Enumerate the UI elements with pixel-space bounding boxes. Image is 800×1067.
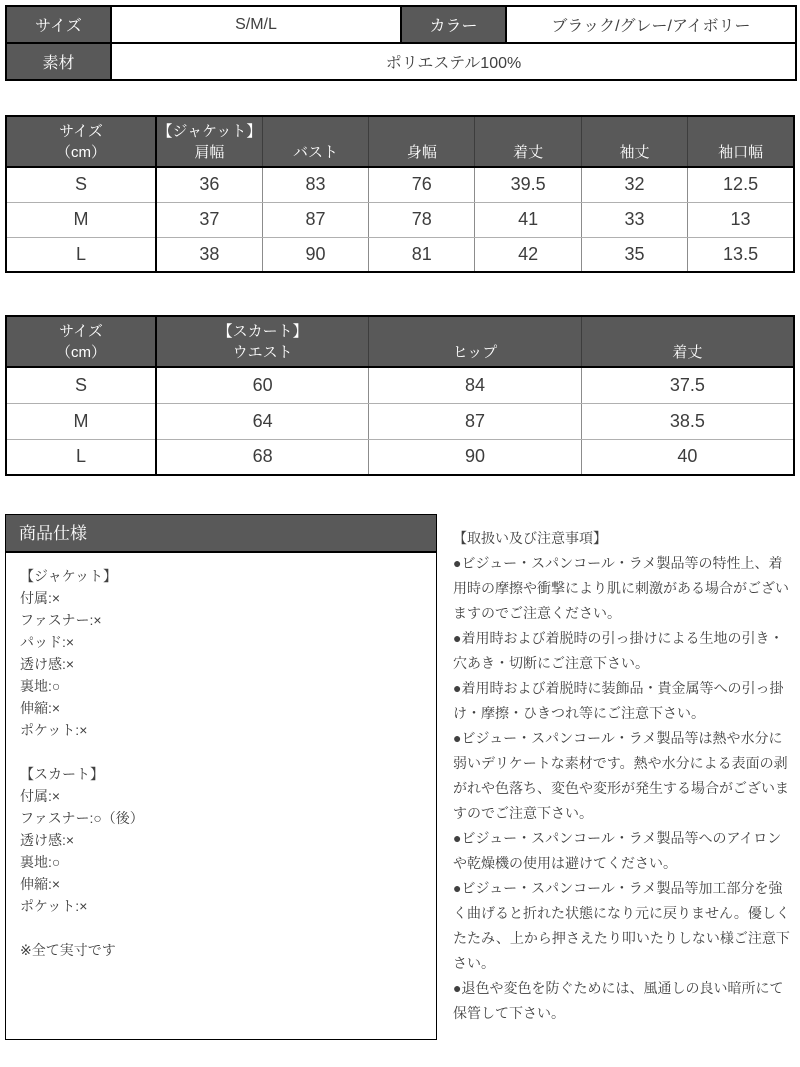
care-item: ●退色や変色を防ぐためには、風通しの良い暗所にて保管して下さい。	[453, 980, 784, 1021]
size-header-line2: （cm）	[56, 343, 106, 361]
value-cell: 42	[475, 237, 581, 272]
size-header-line1: サイズ	[59, 322, 103, 340]
value-cell: 35	[581, 237, 687, 272]
spec-item: ファスナー:○（後）	[20, 810, 144, 826]
value-cell: 41	[475, 202, 581, 237]
value-cell: 12.5	[688, 167, 794, 202]
skirt-col-waist	[156, 316, 369, 367]
skirt-size-header-cell	[6, 316, 156, 367]
value-cell: 32	[581, 167, 687, 202]
value-cell: 33	[581, 202, 687, 237]
care-item: ●ビジュー・スパンコール・ラメ製品等は熱や水分に弱いデリケートな素材です。熱や水分による表面の剥がれや色落ち、変色や変形が発生する場合がございますのでご注意下さい。	[453, 730, 789, 821]
skirt-row-l	[6, 439, 794, 475]
jacket-row-s	[6, 167, 794, 202]
value-cell: 76	[369, 167, 475, 202]
spec-item: 付属:×	[20, 590, 61, 606]
spec-item: ポケット:×	[20, 898, 88, 914]
skirt-header-row	[6, 316, 794, 367]
jacket-row-l	[6, 237, 794, 272]
jacket-measurements-table	[5, 115, 795, 273]
material-value-cell: ポリエステル100%	[111, 43, 796, 80]
care-item: ●ビジュー・スパンコール・ラメ製品等の特性上、着用時の摩擦や衝撃により肌に刺激がある場合がございますのでご注意ください。	[453, 555, 789, 621]
value-cell: 36	[156, 167, 262, 202]
size-value-cell: S/M/L	[111, 6, 401, 43]
spec-item: 透け感:×	[20, 656, 75, 672]
product-spec-box	[5, 514, 437, 1040]
size-cell: S	[6, 367, 156, 403]
size-label-cell: サイズ	[6, 6, 111, 43]
value-cell: 13	[688, 202, 794, 237]
column-header-line2: ウエスト	[232, 343, 293, 361]
spec-item: パッド:×	[20, 634, 75, 650]
jacket-col-kitake	[475, 116, 581, 167]
care-notes	[453, 514, 795, 1026]
spec-item: 裏地:○	[20, 678, 61, 694]
column-header-line2: ヒップ	[452, 343, 498, 361]
value-cell: 90	[262, 237, 368, 272]
column-header-line2: 肩幅	[194, 143, 225, 161]
spec-item: 裏地:○	[20, 854, 61, 870]
column-header-line2: バスト	[292, 143, 338, 161]
spec-item: 付属:×	[20, 788, 61, 804]
skirt-row-s	[6, 367, 794, 403]
column-header-line2: 袖口幅	[718, 143, 764, 161]
value-cell: 87	[369, 403, 582, 439]
spec-item: 伸縮:×	[20, 700, 61, 716]
size-cell: L	[6, 439, 156, 475]
size-cell: M	[6, 202, 156, 237]
product-spec-content	[6, 553, 436, 1039]
jacket-col-sodeguchi	[688, 116, 794, 167]
skirt-col-kitake	[581, 316, 794, 367]
material-label-cell: 素材	[6, 43, 111, 80]
jacket-row-m	[6, 202, 794, 237]
value-cell: 78	[369, 202, 475, 237]
jacket-col-katahaba	[156, 116, 262, 167]
care-item: ●ビジュー・スパンコール・ラメ製品等加工部分を強く曲げると折れた状態になり元に戻りません。優しくたたみ、上から押さえたり叩いたりしない様ご注意下さい。	[453, 880, 790, 971]
value-cell: 83	[262, 167, 368, 202]
spec-item: 伸縮:×	[20, 876, 61, 892]
spec-section	[5, 514, 795, 1040]
column-header-line2: 袖丈	[619, 143, 650, 161]
size-color-material-table	[5, 5, 797, 81]
spec-item: 透け感:×	[20, 832, 75, 848]
value-cell: 68	[156, 439, 369, 475]
value-cell: 39.5	[475, 167, 581, 202]
value-cell: 90	[369, 439, 582, 475]
column-header-line1: 【ジャケット】	[157, 122, 262, 140]
value-cell: 37.5	[581, 367, 794, 403]
column-header-line2: 着丈	[672, 343, 703, 361]
value-cell: 84	[369, 367, 582, 403]
care-item: ●ビジュー・スパンコール・ラメ製品等へのアイロンや乾燥機の使用は避けてください。	[453, 830, 782, 871]
care-item: ●着用時および着脱時に装飾品・貴金属等への引っ掛け・摩擦・ひきつれ等にご注意下さい。	[453, 680, 784, 721]
jacket-spec-heading: 【ジャケット】	[20, 568, 118, 584]
skirt-spec-list	[20, 763, 422, 917]
column-header-line1: 【スカート】	[217, 322, 308, 340]
care-item: ●着用時および着脱時の引っ掛けによる生地の引き・穴あき・切断にご注意下さい。	[453, 630, 784, 671]
jacket-col-sodetake	[581, 116, 687, 167]
spec-item: ポケット:×	[20, 722, 88, 738]
care-heading: 【取扱い及び注意事項】	[453, 530, 607, 546]
size-cell: L	[6, 237, 156, 272]
value-cell: 40	[581, 439, 794, 475]
jacket-size-header-cell	[6, 116, 156, 167]
jacket-header-row	[6, 116, 794, 167]
product-spec-title-bar: 商品仕様	[6, 515, 436, 553]
jacket-col-bust	[262, 116, 368, 167]
jacket-spec-list	[20, 565, 422, 741]
value-cell: 64	[156, 403, 369, 439]
color-value-cell: ブラック/グレー/アイボリー	[506, 6, 796, 43]
skirt-measurements-table	[5, 315, 795, 476]
column-header-line2: 着丈	[513, 143, 544, 161]
column-header-line2: 身幅	[406, 143, 437, 161]
value-cell: 81	[369, 237, 475, 272]
value-cell: 60	[156, 367, 369, 403]
spec-item: ファスナー:×	[20, 612, 102, 628]
skirt-spec-heading: 【スカート】	[20, 766, 104, 782]
size-cell: M	[6, 403, 156, 439]
size-header-line2: （cm）	[56, 143, 106, 161]
skirt-row-m	[6, 403, 794, 439]
value-cell: 13.5	[688, 237, 794, 272]
skirt-col-hip	[369, 316, 582, 367]
jacket-col-mihaba	[369, 116, 475, 167]
size-header-line1: サイズ	[59, 122, 103, 140]
actual-size-note: ※全て実寸です	[20, 942, 116, 958]
value-cell: 38	[156, 237, 262, 272]
size-cell: S	[6, 167, 156, 202]
value-cell: 87	[262, 202, 368, 237]
color-label-cell: カラー	[401, 6, 506, 43]
value-cell: 37	[156, 202, 262, 237]
value-cell: 38.5	[581, 403, 794, 439]
